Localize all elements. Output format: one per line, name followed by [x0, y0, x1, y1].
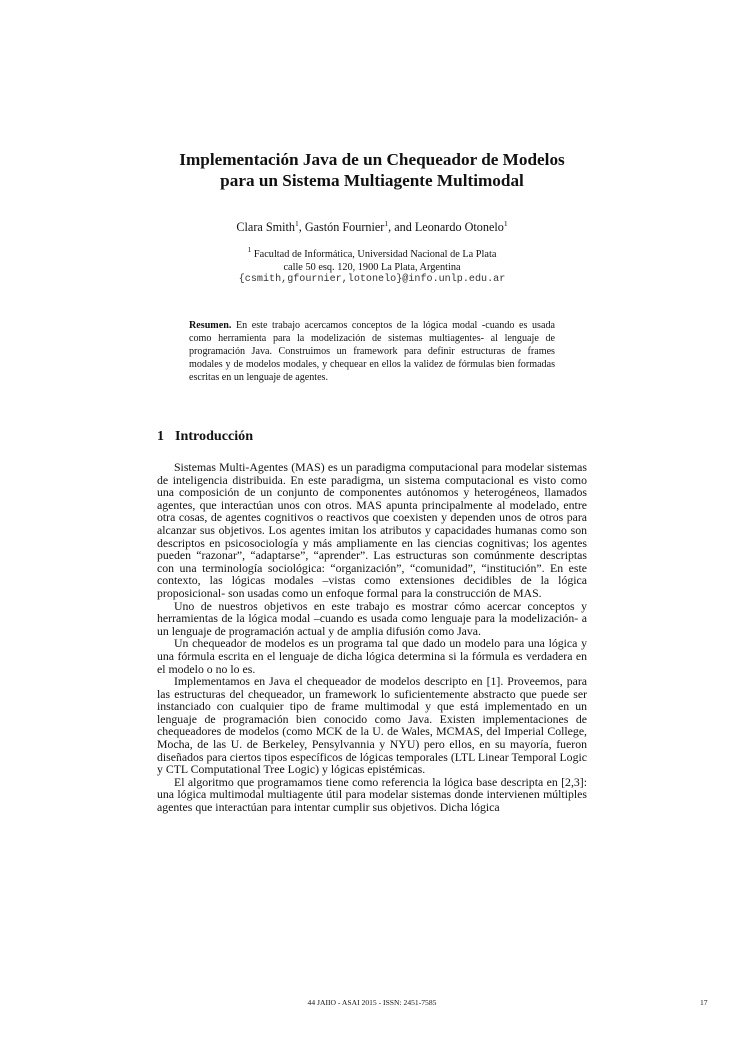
affiliation-block	[100, 245, 644, 287]
title-line-2: para un Sistema Multiagente Multimodal	[220, 171, 524, 190]
paragraph: Sistemas Multi-Agentes (MAS) es un paradigma computacional para modelar sistemas de inteligencia distribuida. En este paradigma, un sistema computacional es visto como una composición de un conjunto de componentes autónomos y heterogéneos, llamados agentes, que interactúan unos con otros. MAS apunta principalmente al modelado, entre otra cosas, de agentes cognitivos o reactivos que coexisten y dependen unos de otros para alcanzar sus objetivos. Los agentes imitan los atributos y capacidades humanas como son descriptos en psicosociología y más ampliamente en las ciencias cognitivas; los agentes pueden “razonar”, “adaptarse”, “aprender”. Las estructuras son comúnmente descriptas con una terminología sociológica: “organización”, “comunidad”, “institución”. En este contexto, las lógicas modales –vistas como extensiones decidibles de la lógica proposicional- son usadas como un enfoque formal para la construcción de MAS.	[157, 460, 587, 600]
affiliation-superscript: 1	[503, 219, 508, 228]
paragraph: Un chequeador de modelos es un programa tal que dado un modelo para una lógica y una fórmula escrita en el lenguaje de dicha lógica determina si la fórmula es verdadera en el modelo o no lo es.	[157, 636, 587, 676]
address-line: calle 50 esq. 120, 1900 La Plata, Argentina	[283, 261, 461, 273]
abstract-text: En este trabajo acercamos conceptos de la lógica modal -cuando es usada como herramienta para la modelización de sistemas multiagentes- al lenguaje de programación Java. Construimos un framework para definir estructuras de frames modales y de modelos modales, y chequear en ellos la validez de fórmulas bien formadas escritas en un lenguaje de agentes.	[189, 320, 555, 384]
page-footer: 44 JAIIO - ASAI 2015 - ISSN: 2451-7585	[307, 998, 437, 1007]
section-heading	[157, 428, 253, 445]
abstract-label: Resumen.	[189, 320, 232, 331]
email-line: {csmith,gfournier,lotonelo}@info.unlp.edu.ar	[238, 274, 506, 286]
title-line-1: Implementación Java de un Chequeador de Modelos	[179, 150, 565, 169]
paragraph: Implementamos en Java el chequeador de modelos descripto en [1]. Proveemos, para las estructuras del chequeador, un framework lo suficientemente abstracto que puede ser instanciado con cualquier tipo de frame multimodal y que está implementado en un lenguaje de programación bien conocido como Java. Existen implementaciones de chequeadores de modelos (como MCK de la U. de Wales, MCMAS, del Imperial College, Mocha, de las U. de Berkeley, Pensylvannia y NYU) pero ellos, en su mayoría, fueron diseñados para ciertos tipos específicos de lógicas temporales (LTL Linear Temporal Logic y CTL Computational Tree Logic) y lógicas epistémicas.	[157, 674, 587, 777]
body-text	[157, 461, 587, 814]
author-name: , and Leonardo Otonelo	[388, 220, 504, 234]
author-name: , Gastón Fournier	[298, 220, 385, 234]
paper-title	[100, 149, 644, 191]
affiliation-superscript: 1	[384, 219, 389, 228]
affiliation-line: $^1$ Facultad de Informática, Universidad Nacional de La Plata	[247, 245, 497, 260]
paragraph: El algoritmo que programamos tiene como referencia la lógica base descripta en [2,3]: una lógica multimodal multiagente útil para modelar sistemas donde intervienen múltiples agentes que interactúan para intentar cumplir sus objetivos. Dicha lógica	[157, 774, 587, 815]
paragraph: Uno de nuestros objetivos en este trabajo es mostrar cómo acercar conceptos y herramientas de la lógica modal –cuando es usada como lenguaje para la modelización- a un lenguaje de programación actual y de amplia difusión como Java.	[157, 598, 587, 638]
author-name: Clara Smith	[236, 220, 295, 234]
author-list	[100, 220, 644, 235]
section-number: 1	[157, 428, 165, 444]
abstract	[189, 319, 555, 384]
section-title: Introducción	[175, 428, 254, 444]
page-number: 17	[700, 998, 708, 1007]
affiliation-superscript: 1	[294, 219, 299, 228]
affiliation-mark: 1	[247, 245, 252, 254]
